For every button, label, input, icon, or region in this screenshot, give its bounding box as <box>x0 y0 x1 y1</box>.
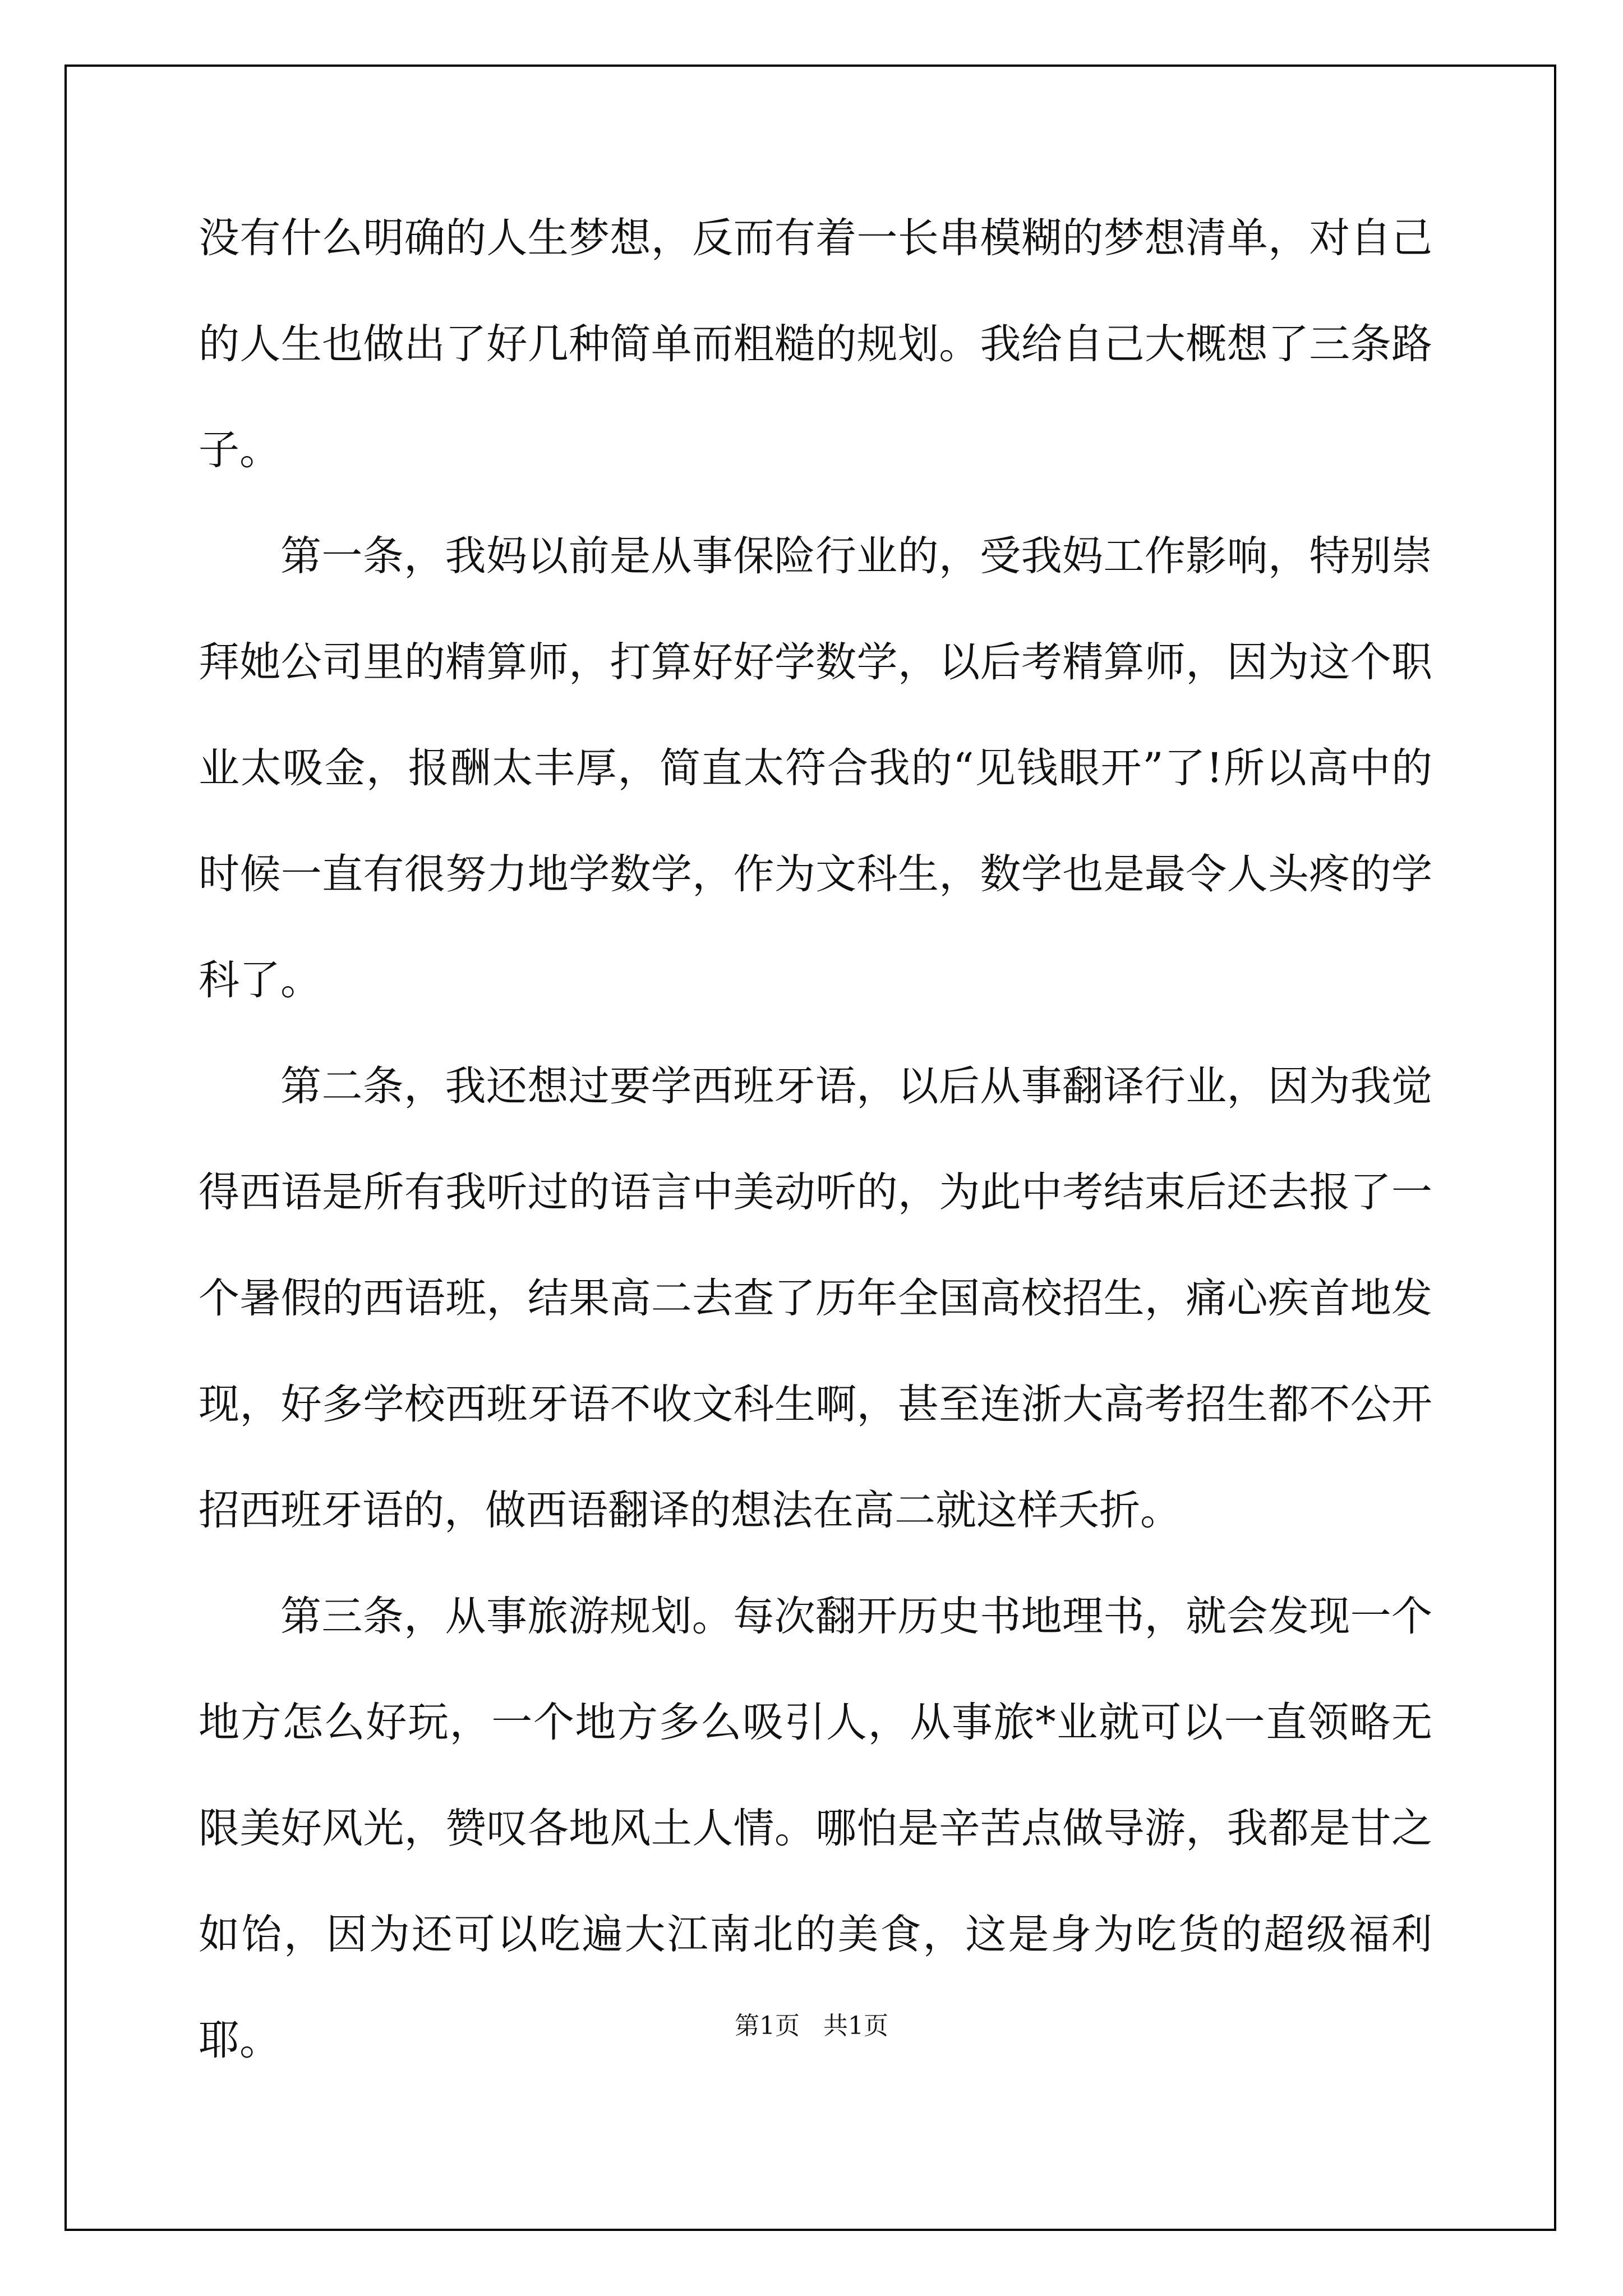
page-footer: 第1页 共1页 <box>735 2012 888 2040</box>
paragraph-option-one: 第一条，我妈以前是从事保险行业的，受我妈工作影响，特别崇拜她公司里的精算师，打算好好学数学，以后考精算师，因为这个职业太吸金，报酬太丰厚，简直太符合我的“见钱眼开”了!所以高中的时候一直有很努力地学数学，作为文科生，数学也是最令人头疼的学科了。 <box>199 532 1432 1004</box>
document-body <box>199 185 1432 2093</box>
paragraph-option-three: 第三条，从事旅游规划。每次翻开历史书地理书，就会发现一个地方怎么好玩，一个地方多么吸引人，从事旅*业就可以一直领略无限美好风光，赞叹各地风土人情。哪怕是辛苦点做导游，我都是甘之如饴，因为还可以吃遍大江南北的美食，这是身为吃货的超级福利耶。 <box>199 1593 1432 2064</box>
paragraph-continuation: 没有什么明确的人生梦想，反而有着一长串模糊的梦想清单，对自己的人生也做出了好几种简单而粗糙的规划。我给自己大概想了三条路子。 <box>199 214 1432 474</box>
paragraph-option-two: 第二条，我还想过要学西班牙语，以后从事翻译行业，因为我觉得西语是所有我听过的语言中美动听的，为此中考结束后还去报了一个暑假的西语班，结果高二去查了历年全国高校招生，痛心疾首地发现，好多学校西班牙语不收文科生啊，甚至连浙大高考招生都不公开招西班牙语的，做西语翻译的想法在高二就这样夭折。 <box>199 1062 1432 1534</box>
